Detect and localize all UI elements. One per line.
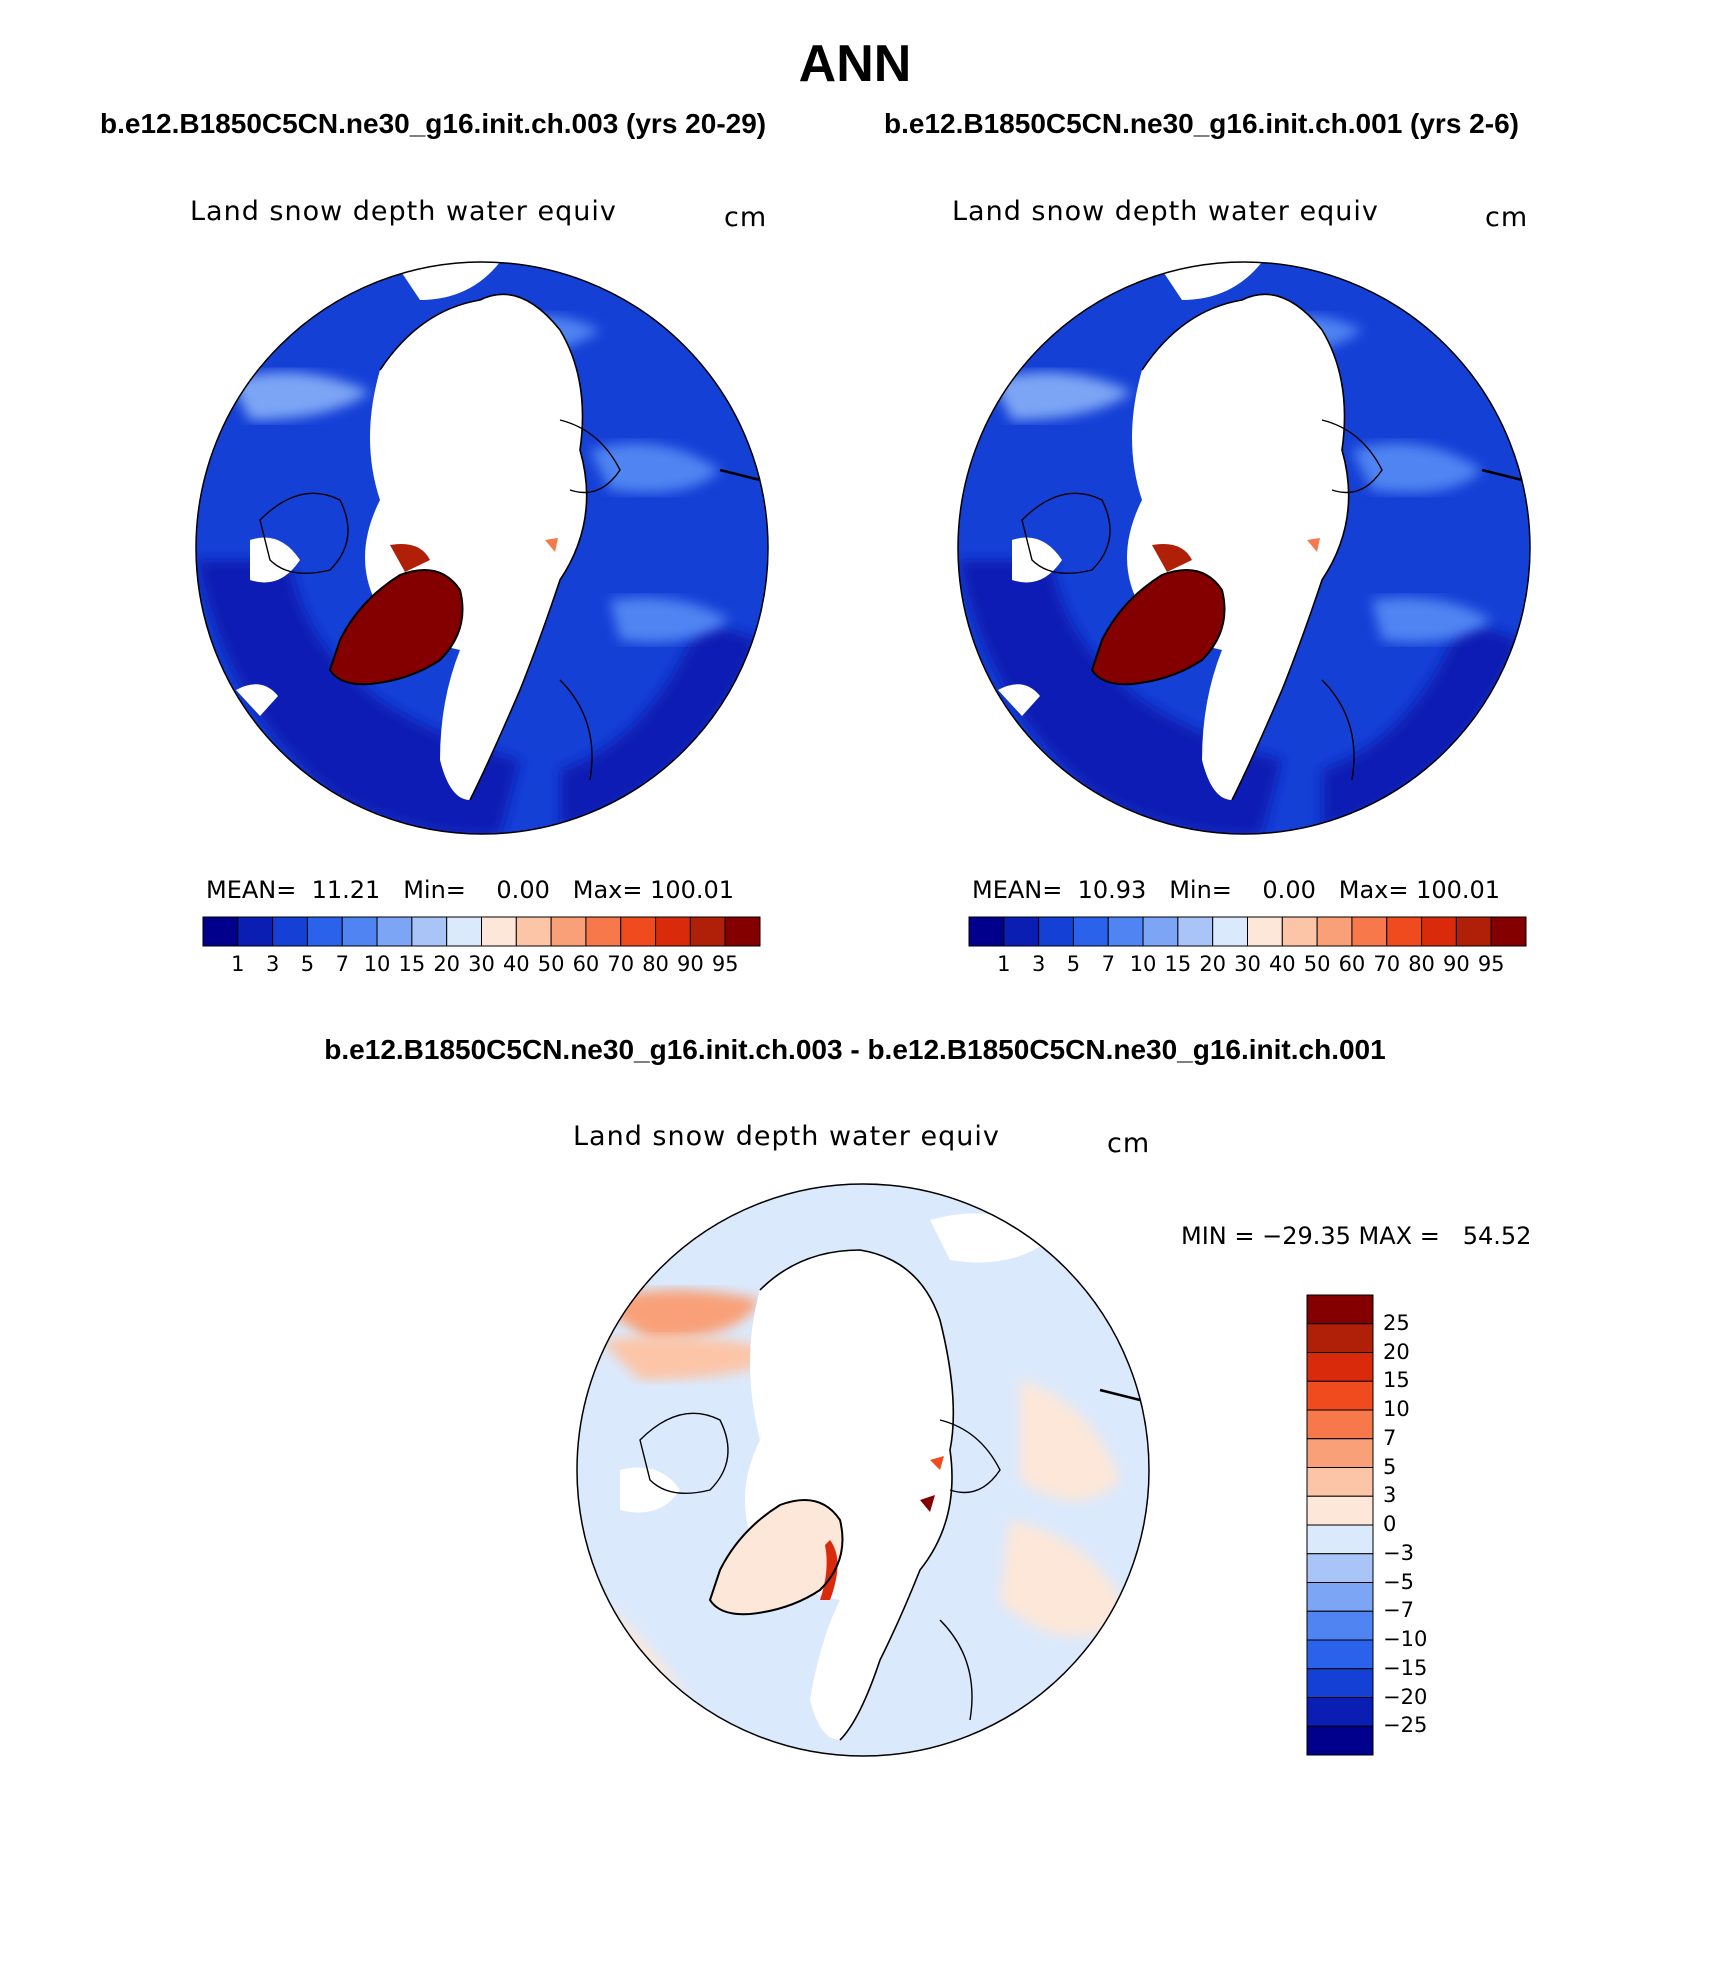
colorbar-swatch: [1282, 917, 1317, 946]
colorbar-swatch: [412, 917, 447, 946]
panel-b-units: cm: [1485, 202, 1529, 233]
colorbar-swatch: [1352, 917, 1387, 946]
colorbar-swatch: [725, 917, 760, 946]
colorbar-swatch: [1004, 917, 1039, 946]
colorbar-tick-label: 50: [1303, 952, 1331, 976]
colorbar-tick-label: 1: [231, 952, 245, 976]
colorbar-swatch: [1307, 1410, 1373, 1439]
panel-a-stats: MEAN= 11.21 Min= 0.00 Max= 100.01: [206, 876, 735, 904]
colorbar-tick-label: 15: [1164, 952, 1192, 976]
colorbar-swatch: [1307, 1698, 1373, 1727]
colorbar-tick-label: 90: [677, 952, 704, 976]
colorbar-swatch: [447, 917, 482, 946]
colorbar-swatch: [1307, 1468, 1373, 1497]
colorbar-tick-label: −5: [1383, 1569, 1414, 1594]
panel-a-units: cm: [724, 202, 768, 233]
colorbar-a: [203, 917, 760, 946]
colorbar-tick-label: 70: [607, 952, 635, 976]
panel-b-stats: MEAN= 10.93 Min= 0.00 Max= 100.01: [972, 876, 1501, 904]
colorbar-swatch: [1307, 1381, 1373, 1410]
colorbar-tick-label: 20: [433, 952, 461, 976]
colorbar-tick-label: 70: [1373, 952, 1401, 976]
colorbar-tick-label: 40: [502, 952, 530, 976]
colorbar-tick-label: 60: [1338, 952, 1366, 976]
colorbar-tick-label: 7: [335, 952, 349, 976]
snow-diff-field: [577, 1184, 1149, 1756]
colorbar-swatch: [1178, 917, 1213, 946]
colorbar-tick-label: 10: [363, 952, 391, 976]
colorbar-tick-label: −3: [1383, 1540, 1414, 1565]
colorbar-tick-label: 5: [1066, 952, 1081, 976]
colorbar-tick-label: 20: [1383, 1339, 1410, 1364]
colorbar-tick-label: 10: [1383, 1397, 1410, 1421]
colorbar-tick-label: 30: [468, 952, 495, 976]
colorbar-swatch: [1307, 1324, 1373, 1353]
colorbar-swatch: [1039, 917, 1074, 946]
colorbar-swatch: [273, 917, 308, 946]
colorbar-swatch: [1307, 1554, 1373, 1583]
colorbar-tick-label: 7: [1101, 952, 1115, 976]
colorbar-tick-label: 3: [1031, 952, 1046, 976]
colorbar-swatch: [969, 917, 1004, 946]
colorbar-swatch: [342, 917, 377, 946]
colorbar-b: [969, 917, 1526, 946]
colorbar-tick-label: 50: [537, 952, 565, 976]
colorbar-tick-label: 7: [1383, 1425, 1397, 1450]
colorbar-swatch: [1307, 1726, 1373, 1755]
colorbar-swatch: [238, 917, 273, 946]
colorbar-tick-label: 20: [1199, 952, 1227, 976]
colorbar-swatch: [1307, 1439, 1373, 1468]
colorbar-tick-label: 80: [642, 952, 669, 976]
colorbar-diff: [1307, 1295, 1373, 1755]
diff-minmax: MIN = −29.35 MAX = 54.52: [1181, 1222, 1532, 1250]
colorbar-tick-label: 15: [398, 952, 426, 976]
colorbar-tick-label: 5: [1383, 1454, 1397, 1479]
colorbar-swatch: [1307, 1496, 1373, 1525]
case-a-header: b.e12.B1850C5CN.ne30_g16.init.ch.003 (yrs 20-29): [100, 108, 767, 139]
colorbar-tick-label: 15: [1383, 1368, 1410, 1393]
colorbar-swatch: [203, 917, 238, 946]
colorbar-tick-label: 95: [711, 952, 739, 976]
colorbar-tick-label: 25: [1383, 1310, 1410, 1335]
diff-variable-label: Land snow depth water equiv: [573, 1121, 1000, 1152]
diff-header: b.e12.B1850C5CN.ne30_g16.init.ch.003 - b.e12.B1850C5CN.ne30_g16.init.ch.001: [324, 1034, 1386, 1065]
colorbar-tick-label: 1: [997, 952, 1011, 976]
diff-units: cm: [1107, 1128, 1151, 1159]
colorbar-swatch: [586, 917, 621, 946]
colorbar-swatch: [307, 917, 342, 946]
page-title: ANN: [798, 35, 912, 93]
panel-b-variable-label: Land snow depth water equiv: [952, 196, 1379, 227]
colorbar-swatch: [1491, 917, 1526, 946]
colorbar-swatch: [1143, 917, 1178, 946]
colorbar-tick-label: −15: [1383, 1655, 1428, 1680]
colorbar-tick-label: 90: [1443, 952, 1470, 976]
colorbar-tick-label: −25: [1383, 1713, 1428, 1738]
colorbar-tick-label: 80: [1408, 952, 1435, 976]
snow-field-a: [196, 258, 768, 837]
colorbar-tick-label: 30: [1234, 952, 1261, 976]
colorbar-tick-label: 60: [572, 952, 600, 976]
colorbar-tick-label: 10: [1129, 952, 1157, 976]
colorbar-swatch: [1307, 1295, 1373, 1324]
colorbar-swatch: [690, 917, 725, 946]
colorbar-swatch: [1317, 917, 1352, 946]
colorbar-tick-label: −20: [1383, 1684, 1428, 1709]
colorbar-swatch: [1213, 917, 1248, 946]
colorbar-swatch: [1307, 1353, 1373, 1382]
colorbar-swatch: [1422, 917, 1457, 946]
colorbar-tick-label: 40: [1268, 952, 1296, 976]
colorbar-tick-label: 95: [1477, 952, 1505, 976]
colorbar-swatch: [482, 917, 517, 946]
colorbar-swatch: [1073, 917, 1108, 946]
colorbar-swatch: [377, 917, 412, 946]
colorbar-tick-label: 5: [300, 952, 315, 976]
colorbar-swatch: [1307, 1611, 1373, 1640]
colorbar-swatch: [1456, 917, 1491, 946]
colorbar-tick-label: 3: [1383, 1483, 1397, 1508]
colorbar-swatch: [621, 917, 656, 946]
case-b-header: b.e12.B1850C5CN.ne30_g16.init.ch.001 (yrs 2-6): [884, 108, 1519, 139]
colorbar-swatch: [551, 917, 586, 946]
colorbar-swatch: [1307, 1583, 1373, 1612]
colorbar-swatch: [656, 917, 691, 946]
colorbar-swatch: [1108, 917, 1143, 946]
colorbar-swatch: [1307, 1525, 1373, 1554]
colorbar-swatch: [1248, 917, 1283, 946]
colorbar-swatch: [516, 917, 551, 946]
colorbar-swatch: [1307, 1669, 1373, 1698]
colorbar-swatch: [1307, 1640, 1373, 1669]
colorbar-tick-label: 0: [1383, 1512, 1397, 1536]
snow-field-b: [958, 258, 1530, 837]
colorbar-tick-label: 3: [265, 952, 280, 976]
colorbar-swatch: [1387, 917, 1422, 946]
colorbar-tick-label: −10: [1383, 1627, 1428, 1651]
colorbar-tick-label: −7: [1383, 1598, 1414, 1623]
panel-a-variable-label: Land snow depth water equiv: [190, 196, 617, 227]
